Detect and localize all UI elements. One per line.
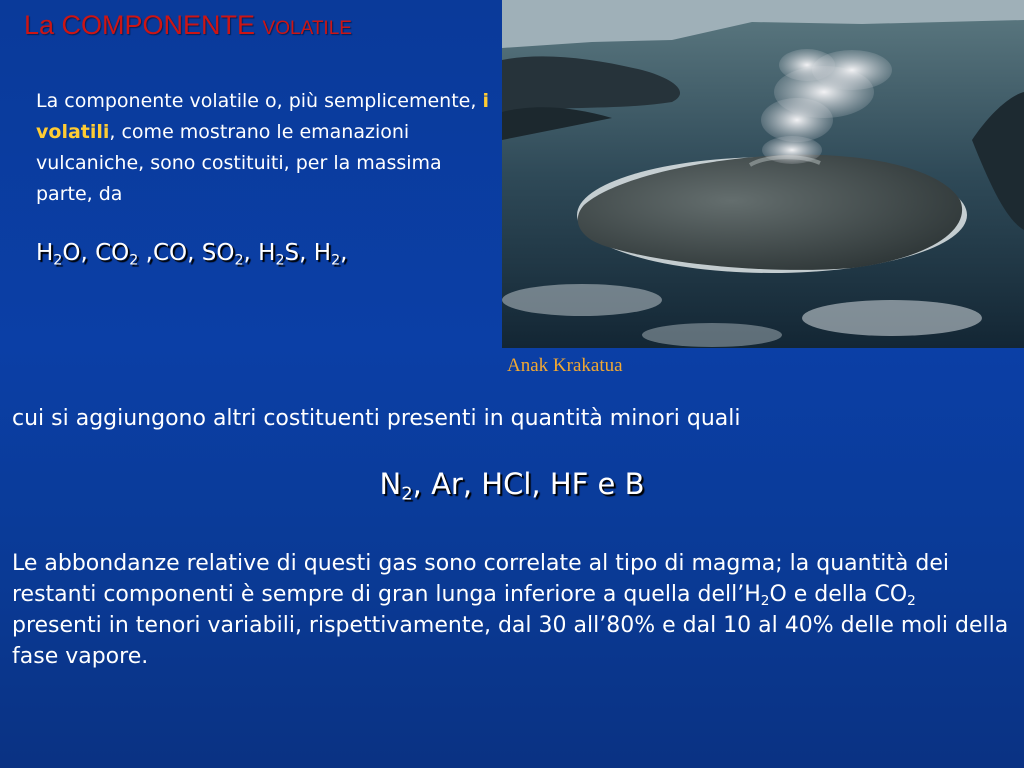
title-main: La COMPONENTE <box>24 10 263 40</box>
subscript: 2 <box>331 252 341 269</box>
intro-highlight: i volatili <box>36 90 489 143</box>
text-segment: S, H <box>284 240 332 266</box>
subscript: 2 <box>907 593 916 610</box>
subscript: 2 <box>760 593 770 610</box>
subscript: 2 <box>275 252 285 269</box>
text-segment: O, CO <box>62 240 130 266</box>
additional-constituents-text: cui si aggiungono altri costituenti presenti in quantità minori quali <box>12 406 741 431</box>
text-segment: , H <box>243 240 276 266</box>
gas-formula-minor <box>0 467 1024 505</box>
intro-paragraph <box>36 86 496 210</box>
volcano-photo <box>502 0 1024 348</box>
photo-caption: Anak Krakatua <box>507 355 623 376</box>
text-segment: , <box>340 240 348 266</box>
intro-text-end: , come mostrano le emanazioni vulcaniche, sono costituiti, per la massima parte, da <box>36 121 442 205</box>
subscript: 2 <box>234 252 244 269</box>
text-segment: presenti in tenori variabili, rispettivamente, dal 30 all’80% e dal 10 al 40% delle moli della fase vapore. <box>12 613 1009 669</box>
text-segment: N <box>379 467 402 501</box>
abundance-paragraph <box>12 548 1012 672</box>
subscript: 2 <box>53 252 63 269</box>
gas-formula-main <box>36 240 348 269</box>
text-segment: O e della CO <box>769 582 908 607</box>
subscript: 2 <box>401 483 413 505</box>
subscript: 2 <box>129 252 139 269</box>
title-small-caps: VOLATILE <box>262 18 352 39</box>
text-segment: ,CO, SO <box>138 240 235 266</box>
intro-text-start: La componente volatile o, più semplicemente, <box>36 90 483 112</box>
text-segment: H <box>36 240 54 266</box>
slide-title <box>24 10 352 41</box>
text-segment: , Ar, HCl, HF e B <box>412 467 645 501</box>
text-segment: Le abbondanze relative di questi gas sono correlate al tipo di magma; la quantità dei restanti componenti è sempre di gran lunga inferiore a quella dell’H <box>12 551 950 607</box>
